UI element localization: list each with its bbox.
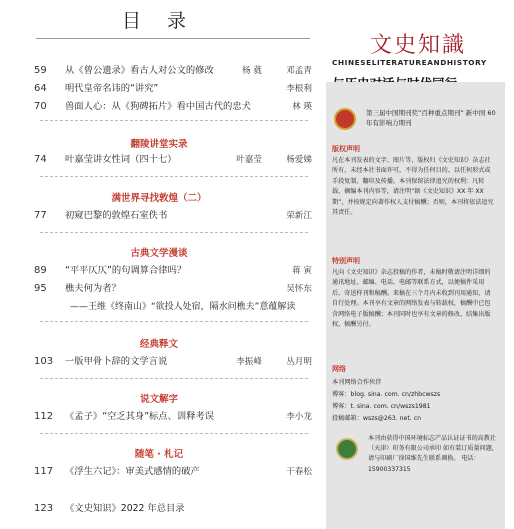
entry-author: 杨 蕤 [242,66,262,76]
entry-author: 叶嘉莹 [236,155,262,165]
notice-text: 凡向《文史知识》杂志投稿的作者，未稿时敬请注明详细的通讯地址、邮编、电话、电邮等联系方式，以便稿件采用后，寄送样刊和稿酬。来稿在三个月内未收到刊用通知，请自行处理。本刊享有文章的网络发表与转载权，稿酬中已包含网络电子版稿酬；本刊同时也享有文章的修改、结集出版权，稿酬另付。 [332,269,491,329]
section-heading: 说文解字 [139,394,178,405]
toc-entry-59[interactable] [0,64,318,78]
section-divider [40,120,308,121]
entry-author: 荣新江 [286,211,312,221]
printer-info: 本刊由获得中国环境标志产品认证证书的高教社（天津）印务有限公司承印 如有装订质量问题，请与印刷厂徐国维先生联系调换。 电话：15900337315 [368,435,498,473]
entry-author: 干春松 [286,467,312,477]
section-divider [40,232,308,233]
weibo-link[interactable]: 博客：blog. sina. com. cn/zhbcwszs [332,391,441,398]
page-number: 74 [34,154,47,165]
award-medal-icon [334,108,356,130]
page-number: 117 [34,466,54,477]
entry-title: 《浮生六记》：审美式感情的破产 [65,466,200,477]
entry-author: 李振峰 [236,357,262,367]
section-divider [40,176,308,177]
entry-author: 邓孟青 [286,66,312,76]
section-heading: 经典释文 [139,339,178,350]
entry-title: 初窥巴黎的敦煌石室佚书 [65,210,168,221]
network-heading: 网络 [332,365,346,373]
toc-entry-74[interactable] [0,153,318,167]
page-number: 70 [34,101,47,112]
entry-author: 林 瑛 [292,102,312,112]
toc-entry-112[interactable] [0,410,318,424]
page-number: 123 [34,503,54,514]
toc-entry-117[interactable] [0,465,318,479]
journal-logo: 文史知識 [370,33,467,58]
entry-title: 《孟子》“空乏其身”标点、训释考误 [65,411,215,422]
page-number: 59 [34,65,47,76]
page-number: 103 [34,356,54,367]
toc-entry-64[interactable] [0,82,318,96]
section-divider [40,321,308,322]
eco-label-icon [336,438,358,460]
toc-entry-103[interactable] [0,355,318,369]
entry-title: 叶嘉莹讲女性词（四十七） [65,154,177,165]
entry-title: 兽面人心：从《狗碑拓片》看中国古代的忠犬 [65,101,251,112]
toc-entry-70[interactable] [0,100,318,114]
entry-author: 蒋 寅 [292,266,312,276]
toc-title: 目 录 [121,10,197,32]
page-number: 112 [34,411,54,422]
section-divider [40,378,308,379]
toc-entry-123[interactable] [0,502,318,516]
journal-sidebar [326,0,514,529]
entry-author: 李小龙 [286,412,312,422]
copyright-text: 凡在本刊发表的文字、图片等，版权归《文史知识》杂志社所有，未经本社书面许可，不得为任何目的、以任何形式或手段复制、翻印及传播。本刊保留法律追究的权利：凡转载、摘编本刊内容等，请注明“据《文史知识》XX 年 XX 期”，并按规定向著作权人支付稿酬；否则，本刊将依法追究其责任。 [332,157,494,217]
entry-title: “平平仄仄”的句调算合律吗？ [65,265,187,276]
notice-heading: 特别声明 [332,257,360,265]
section-heading: 古典文学漫谈 [130,248,188,259]
entry-author: 丛月明 [286,357,312,367]
email-link[interactable]: 投稿邮箱：wszs@263. net. cn [332,415,422,422]
copyright-heading: 版权声明 [332,145,360,153]
entry-author: 李根利 [286,84,312,94]
entry-title: 《文史知识》2022 年总目录 [65,503,185,514]
section-heading: 满世界寻找敦煌（二） [111,193,207,204]
title-divider [36,38,310,39]
section-heading: 翻陵讲堂实录 [130,139,188,150]
network-partner: 本刊网络合作伙伴 [332,379,382,386]
award-text: 第三届中国期刊奖“百种重点期刊” 新中国 60 年有影响力期刊 [366,109,496,127]
page-number: 89 [34,265,47,276]
section-heading: 随笔 · 札记 [134,449,184,460]
journal-english-name: CHINESELITERATUREANDHISTORY [332,58,487,67]
entry-subtitle: ——王维《终南山》“欲投人处宿，隔水问樵夫”意蕴解读 [70,302,296,312]
weibo-link[interactable]: 博客：t. sina. com. cn/wszs1981 [332,403,431,410]
entry-title: 一版甲骨卜辞的文学言说 [65,356,168,367]
page-number: 77 [34,210,47,221]
toc-entry-89[interactable] [0,264,318,278]
toc-entry-77[interactable] [0,209,318,223]
page-number: 95 [34,283,47,294]
page-number: 64 [34,83,47,94]
entry-title: 明代皇帝名讳的“讲究” [65,83,159,94]
entry-author: 吴怀东 [286,284,312,294]
section-divider [40,433,308,434]
entry-title: 从《曾公遗录》看古人对公文的修改 [65,65,214,76]
toc-entry-95[interactable] [0,282,318,296]
entry-title: 樵夫何为者？ [65,283,121,294]
info-panel [326,82,505,529]
entry-author: 杨爱娣 [286,155,312,165]
